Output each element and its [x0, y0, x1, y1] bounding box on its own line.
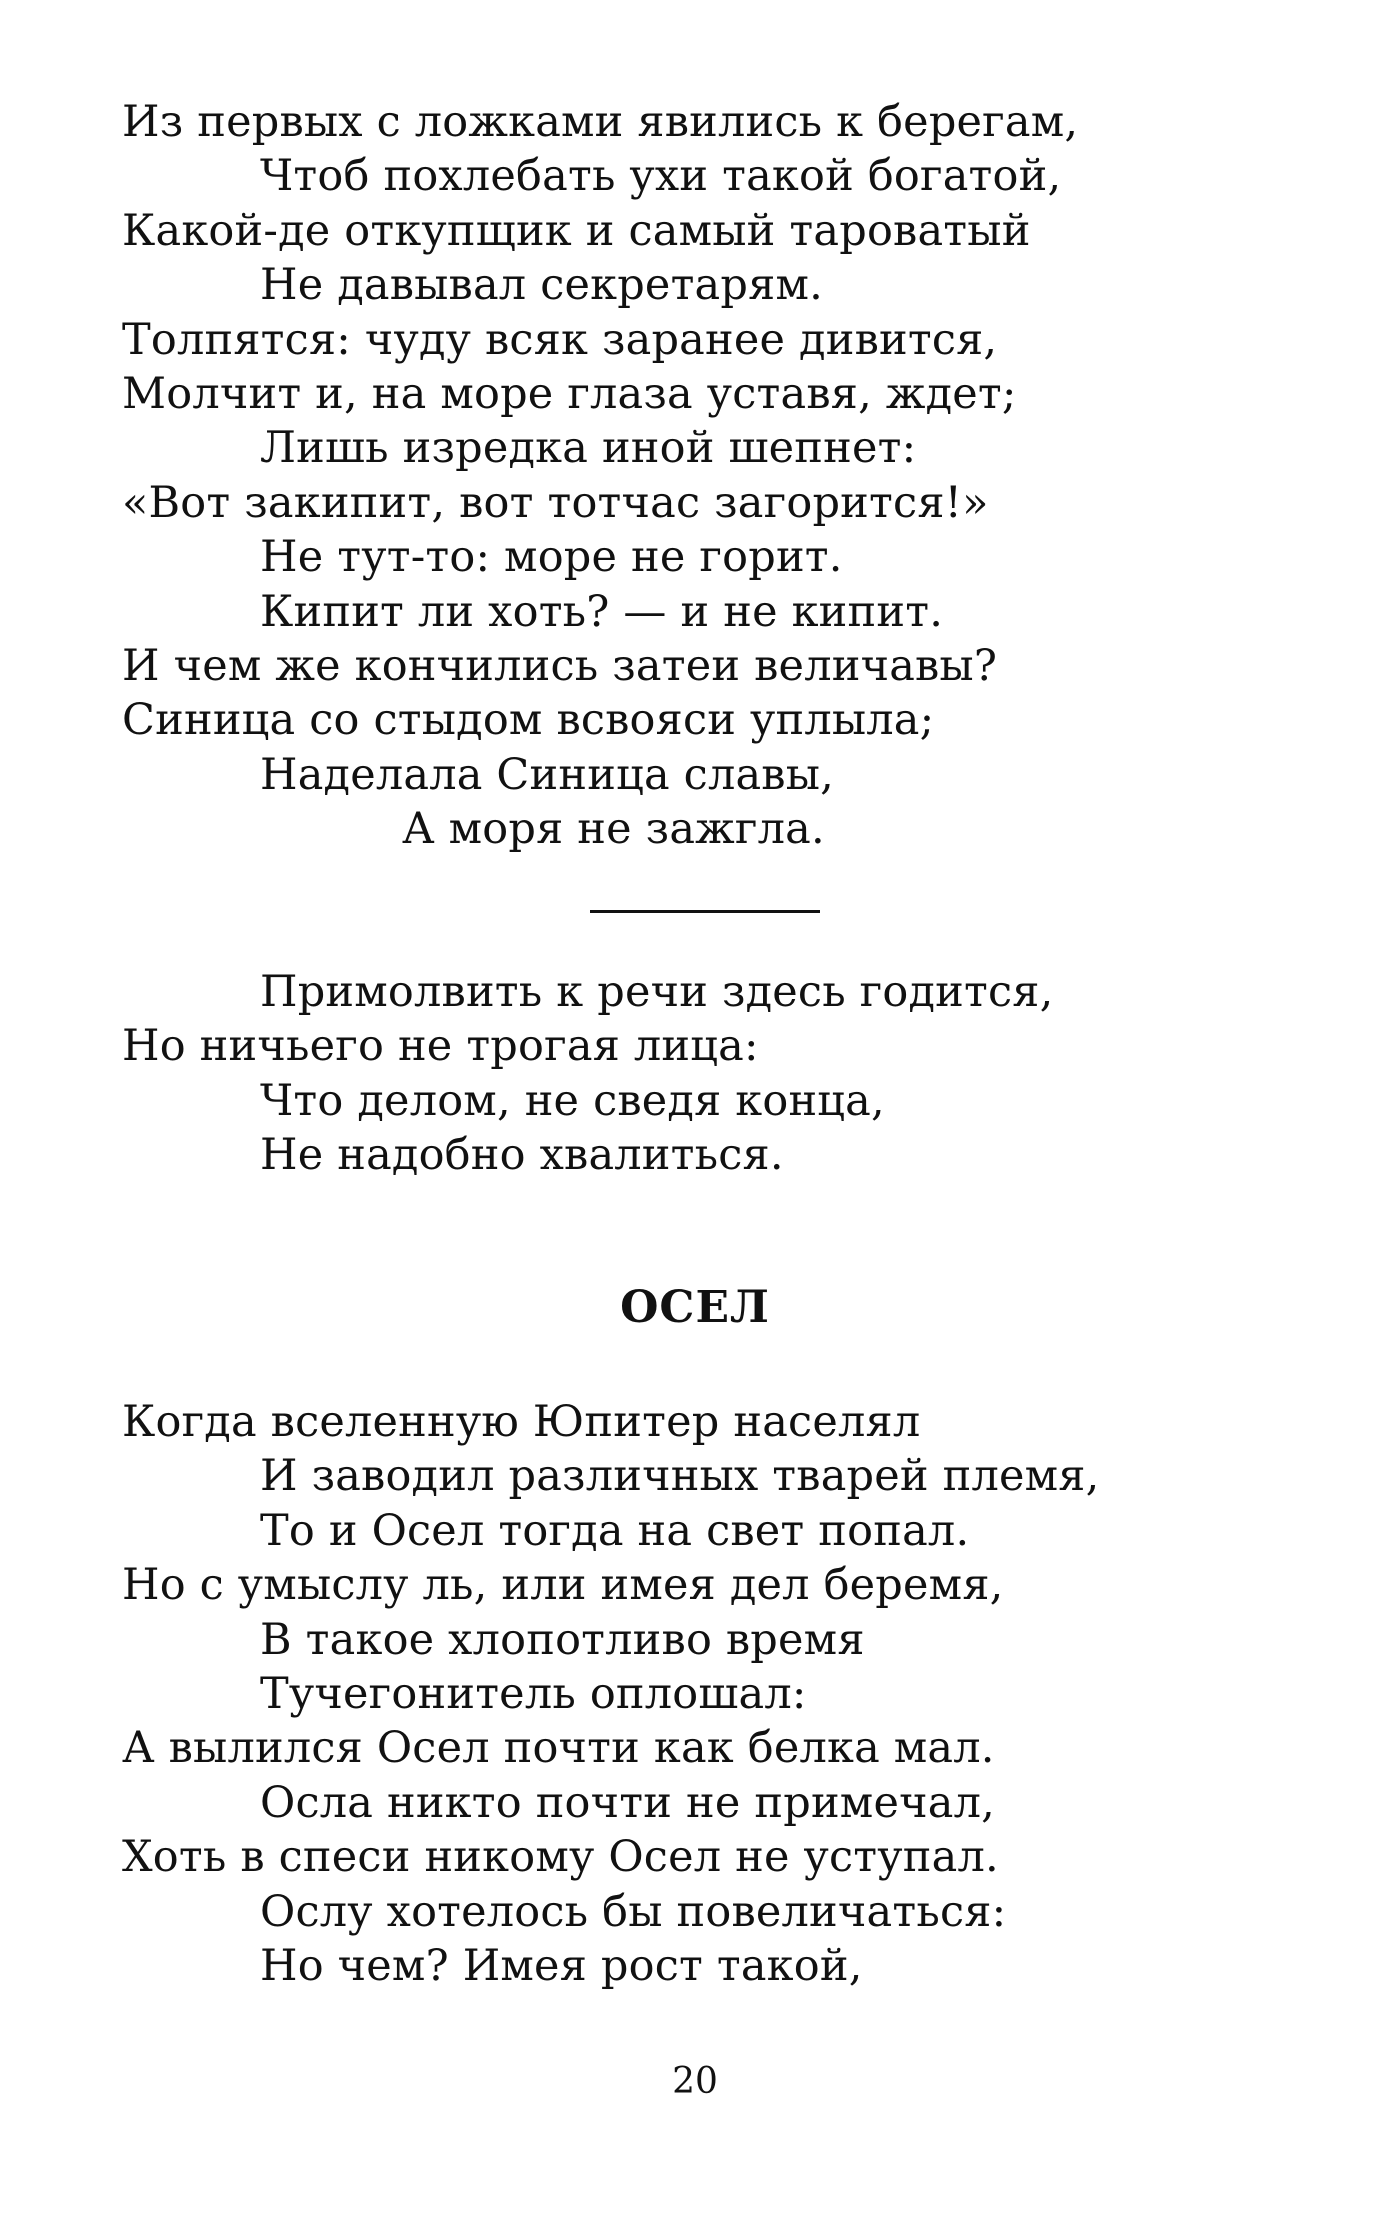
- verse-line: Кипит ли хоть? — и не кипит.: [260, 586, 944, 637]
- verse-line: Из первых с ложками явились к берегам,: [122, 97, 1079, 147]
- verse-line: Но с умыслу ль, или имея дел беремя,: [122, 1560, 1004, 1611]
- verse-line: Осла никто почти не примечал,: [260, 1777, 995, 1828]
- verse-line: Чтоб похлебать ухи такой богатой,: [260, 151, 1062, 202]
- verse-line: Молчит и, на море глаза уставя, ждет;: [122, 368, 1017, 419]
- verse-line: Не надобно хвалиться.: [260, 1130, 784, 1181]
- verse-line: Примолвить к речи здесь годится,: [260, 967, 1054, 1017]
- verse-line: Но ничьего не трогая лица:: [122, 1021, 759, 1072]
- verse-line: Какой-де откупщик и самый тароватый: [122, 205, 1031, 256]
- verse-line: Тучегонитель оплошал:: [260, 1668, 807, 1719]
- verse-line: А вылился Осел почти как белка мал.: [122, 1723, 995, 1774]
- verse-line: Когда вселенную Юпитер населял: [122, 1397, 921, 1447]
- poem-stanza-osel: [122, 1395, 1322, 1993]
- verse-line: Но чем? Имея рост такой,: [260, 1940, 863, 1991]
- poem-stanza-1: [122, 95, 1322, 856]
- verse-line: Ослу хотелось бы повеличаться:: [260, 1886, 1007, 1937]
- verse-line: В такое хлопотливо время: [260, 1614, 865, 1665]
- verse-line: И заводил различных тварей племя,: [260, 1451, 1100, 1502]
- verse-line: Толпятся: чуду всяк заранее дивится,: [122, 314, 998, 365]
- verse-line: «Вот закипит, вот тотчас загорится!»: [122, 477, 989, 528]
- verse-line: Не тут-то: море не горит.: [260, 532, 843, 583]
- verse-line: И чем же кончились затеи величавы?: [122, 640, 998, 691]
- verse-line: Лишь изредка иной шепнет:: [260, 423, 917, 474]
- verse-line: То и Осел тогда на свет попал.: [260, 1505, 970, 1556]
- section-divider: [590, 910, 820, 913]
- verse-line: Синица со стыдом всвояси уплыла;: [122, 695, 935, 746]
- verse-line: Что делом, не сведя конца,: [260, 1075, 885, 1126]
- fable-title: ОСЕЛ: [620, 1282, 770, 1333]
- page-number: 20: [672, 2061, 718, 2102]
- poem-moral: [122, 965, 1322, 1183]
- verse-line: Хоть в спеси никому Осел не уступал.: [122, 1832, 999, 1883]
- verse-line: Не давывал секретарям.: [260, 260, 823, 311]
- verse-line: Наделала Синица славы,: [260, 749, 835, 800]
- verse-line: А моря не зажгла.: [402, 804, 825, 855]
